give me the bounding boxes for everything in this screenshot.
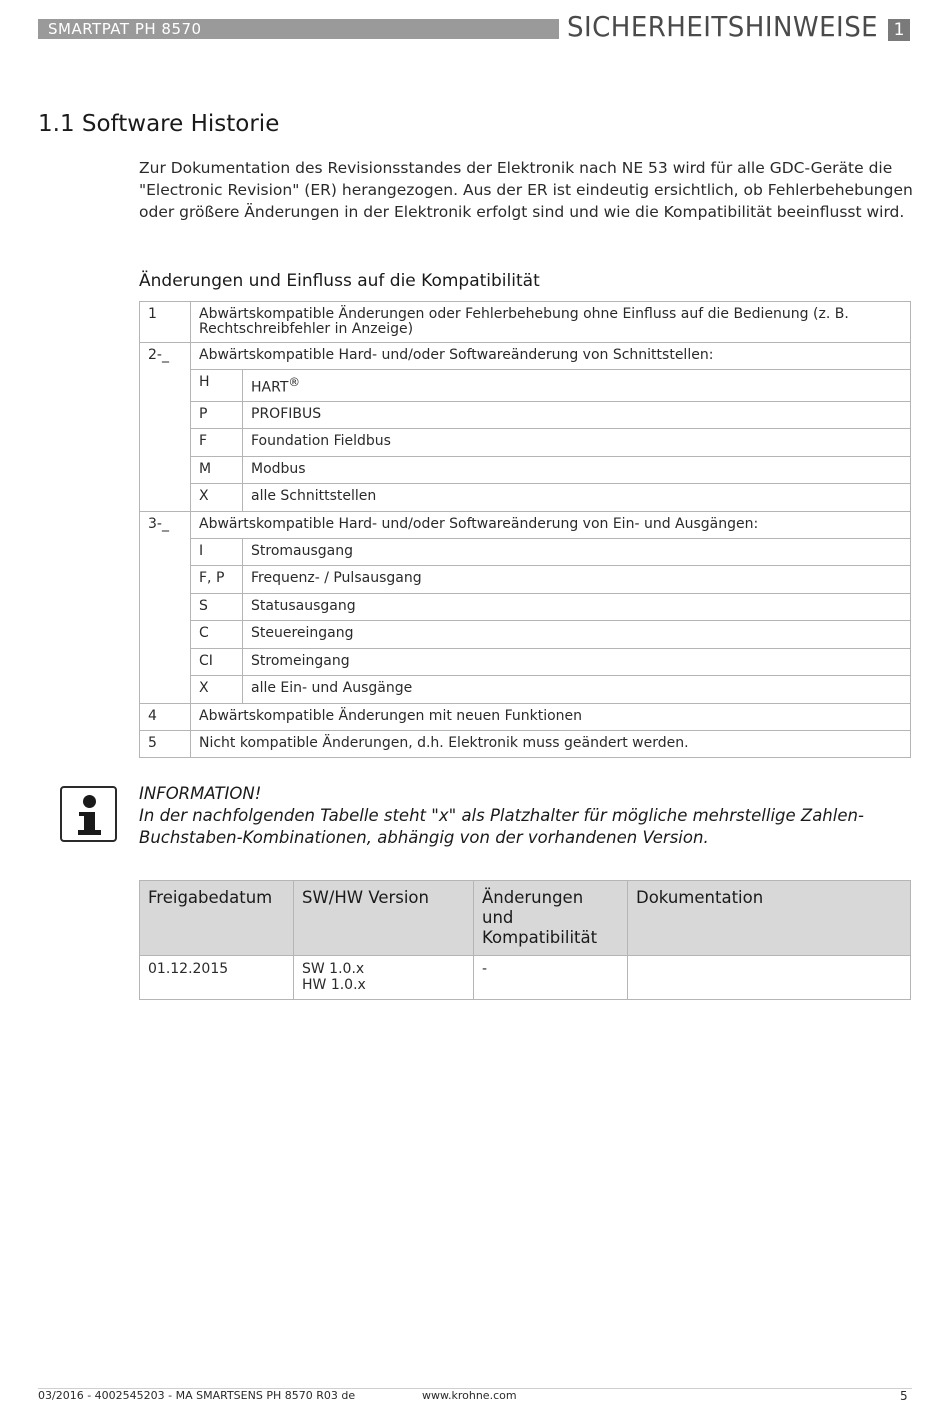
compat-code: 1	[140, 302, 191, 343]
io-code: C	[191, 621, 243, 649]
table-subrow	[140, 401, 911, 429]
footer-website: www.krohne.com	[422, 1389, 517, 1402]
compat-text: Abwärtskompatible Änderungen oder Fehlerbehebung ohne Einfluss auf die Bedienung (z. B. Rechtschreibfehler in Anzeige)	[191, 302, 911, 343]
interface-name: Modbus	[243, 456, 911, 484]
io-code: CI	[191, 648, 243, 676]
registered-mark: ®	[288, 375, 301, 389]
interface-code: F	[191, 429, 243, 457]
header-chapter-title: SICHERHEITSHINWEISE	[567, 10, 879, 43]
io-code: X	[191, 676, 243, 704]
page-number: 5	[900, 1389, 908, 1403]
table-subrow	[140, 648, 911, 676]
io-name: Stromeingang	[243, 648, 911, 676]
compat-text: Abwärtskompatible Hard- und/oder Softwareänderung von Ein- und Ausgängen:	[191, 511, 911, 538]
info-text: In der nachfolgenden Tabelle steht "x" als Platzhalter für mögliche mehrstellige Zahlen-Buchstaben-Kombinationen, abhängig von der vorhandenen Version.	[139, 806, 864, 847]
io-name: Steuereingang	[243, 621, 911, 649]
section-title: 1.1 Software Historie	[38, 111, 280, 137]
compat-code: 4	[140, 703, 191, 730]
table-row	[140, 703, 911, 730]
io-code: S	[191, 593, 243, 621]
info-note	[139, 783, 914, 849]
column-header-release-date: Freigabedatum	[140, 881, 294, 956]
compat-code: 5	[140, 730, 191, 757]
io-code: F, P	[191, 566, 243, 594]
info-icon	[60, 786, 117, 842]
io-code: I	[191, 538, 243, 566]
release-date: 01.12.2015	[140, 956, 294, 1000]
table-subrow	[140, 456, 911, 484]
table-subrow	[140, 566, 911, 594]
table-row	[140, 730, 911, 757]
table-subrow	[140, 429, 911, 457]
table-subrow	[140, 370, 911, 402]
column-header-version: SW/HW Version	[294, 881, 474, 956]
interface-code: M	[191, 456, 243, 484]
footer-document-id: 03/2016 - 4002545203 - MA SMARTSENS PH 8570 R03 de	[38, 1389, 356, 1402]
compat-code: 2-_	[140, 343, 191, 512]
interface-name-text: HART	[251, 379, 289, 396]
table-subrow	[140, 538, 911, 566]
io-name: alle Ein- und Ausgänge	[243, 676, 911, 704]
release-table	[139, 880, 911, 1000]
table-row	[140, 302, 911, 343]
interface-code: P	[191, 401, 243, 429]
table-row	[140, 956, 911, 1000]
column-header-documentation: Dokumentation	[628, 881, 911, 956]
column-header-changes: Änderungen und Kompatibilität	[474, 881, 628, 956]
compat-subheading: Änderungen und Einfluss auf die Kompatibilität	[139, 271, 540, 291]
release-version	[294, 956, 474, 1000]
table-subrow	[140, 593, 911, 621]
hw-version: HW 1.0.x	[302, 977, 366, 993]
info-title: INFORMATION!	[139, 784, 262, 803]
io-name: Frequenz- / Pulsausgang	[243, 566, 911, 594]
table-header-row	[140, 881, 911, 956]
interface-name: Foundation Fieldbus	[243, 429, 911, 457]
compat-text: Abwärtskompatible Änderungen mit neuen Funktionen	[191, 703, 911, 730]
sw-version: SW 1.0.x	[302, 961, 365, 977]
release-documentation	[628, 956, 911, 1000]
header-product: SMARTPAT PH 8570	[38, 19, 559, 39]
table-row	[140, 343, 911, 370]
interface-name: PROFIBUS	[243, 401, 911, 429]
io-name: Statusausgang	[243, 593, 911, 621]
io-name: Stromausgang	[243, 538, 911, 566]
interface-name: alle Schnittstellen	[243, 484, 911, 512]
compat-text: Abwärtskompatible Hard- und/oder Softwareänderung von Schnittstellen:	[191, 343, 911, 370]
table-subrow	[140, 484, 911, 512]
interface-code: H	[191, 370, 243, 402]
table-row	[140, 511, 911, 538]
table-subrow	[140, 676, 911, 704]
interface-name	[243, 370, 911, 402]
interface-code: X	[191, 484, 243, 512]
table-subrow	[140, 621, 911, 649]
header-chapter-number: 1	[888, 19, 910, 41]
compat-table	[139, 301, 911, 758]
compat-text: Nicht kompatible Änderungen, d.h. Elektronik muss geändert werden.	[191, 730, 911, 757]
release-changes: -	[474, 956, 628, 1000]
compat-code: 3-_	[140, 511, 191, 703]
intro-paragraph: Zur Dokumentation des Revisionsstandes der Elektronik nach NE 53 wird für alle GDC-Geräte die "Electronic Revision" (ER) herangezogen. Aus der ER ist eindeutig ersichtlich, ob Fehlerbehebungen oder größere Änderungen in der Elektronik erfolgt sind und wie die Kompatibilität beeinflusst wird.	[139, 159, 913, 221]
